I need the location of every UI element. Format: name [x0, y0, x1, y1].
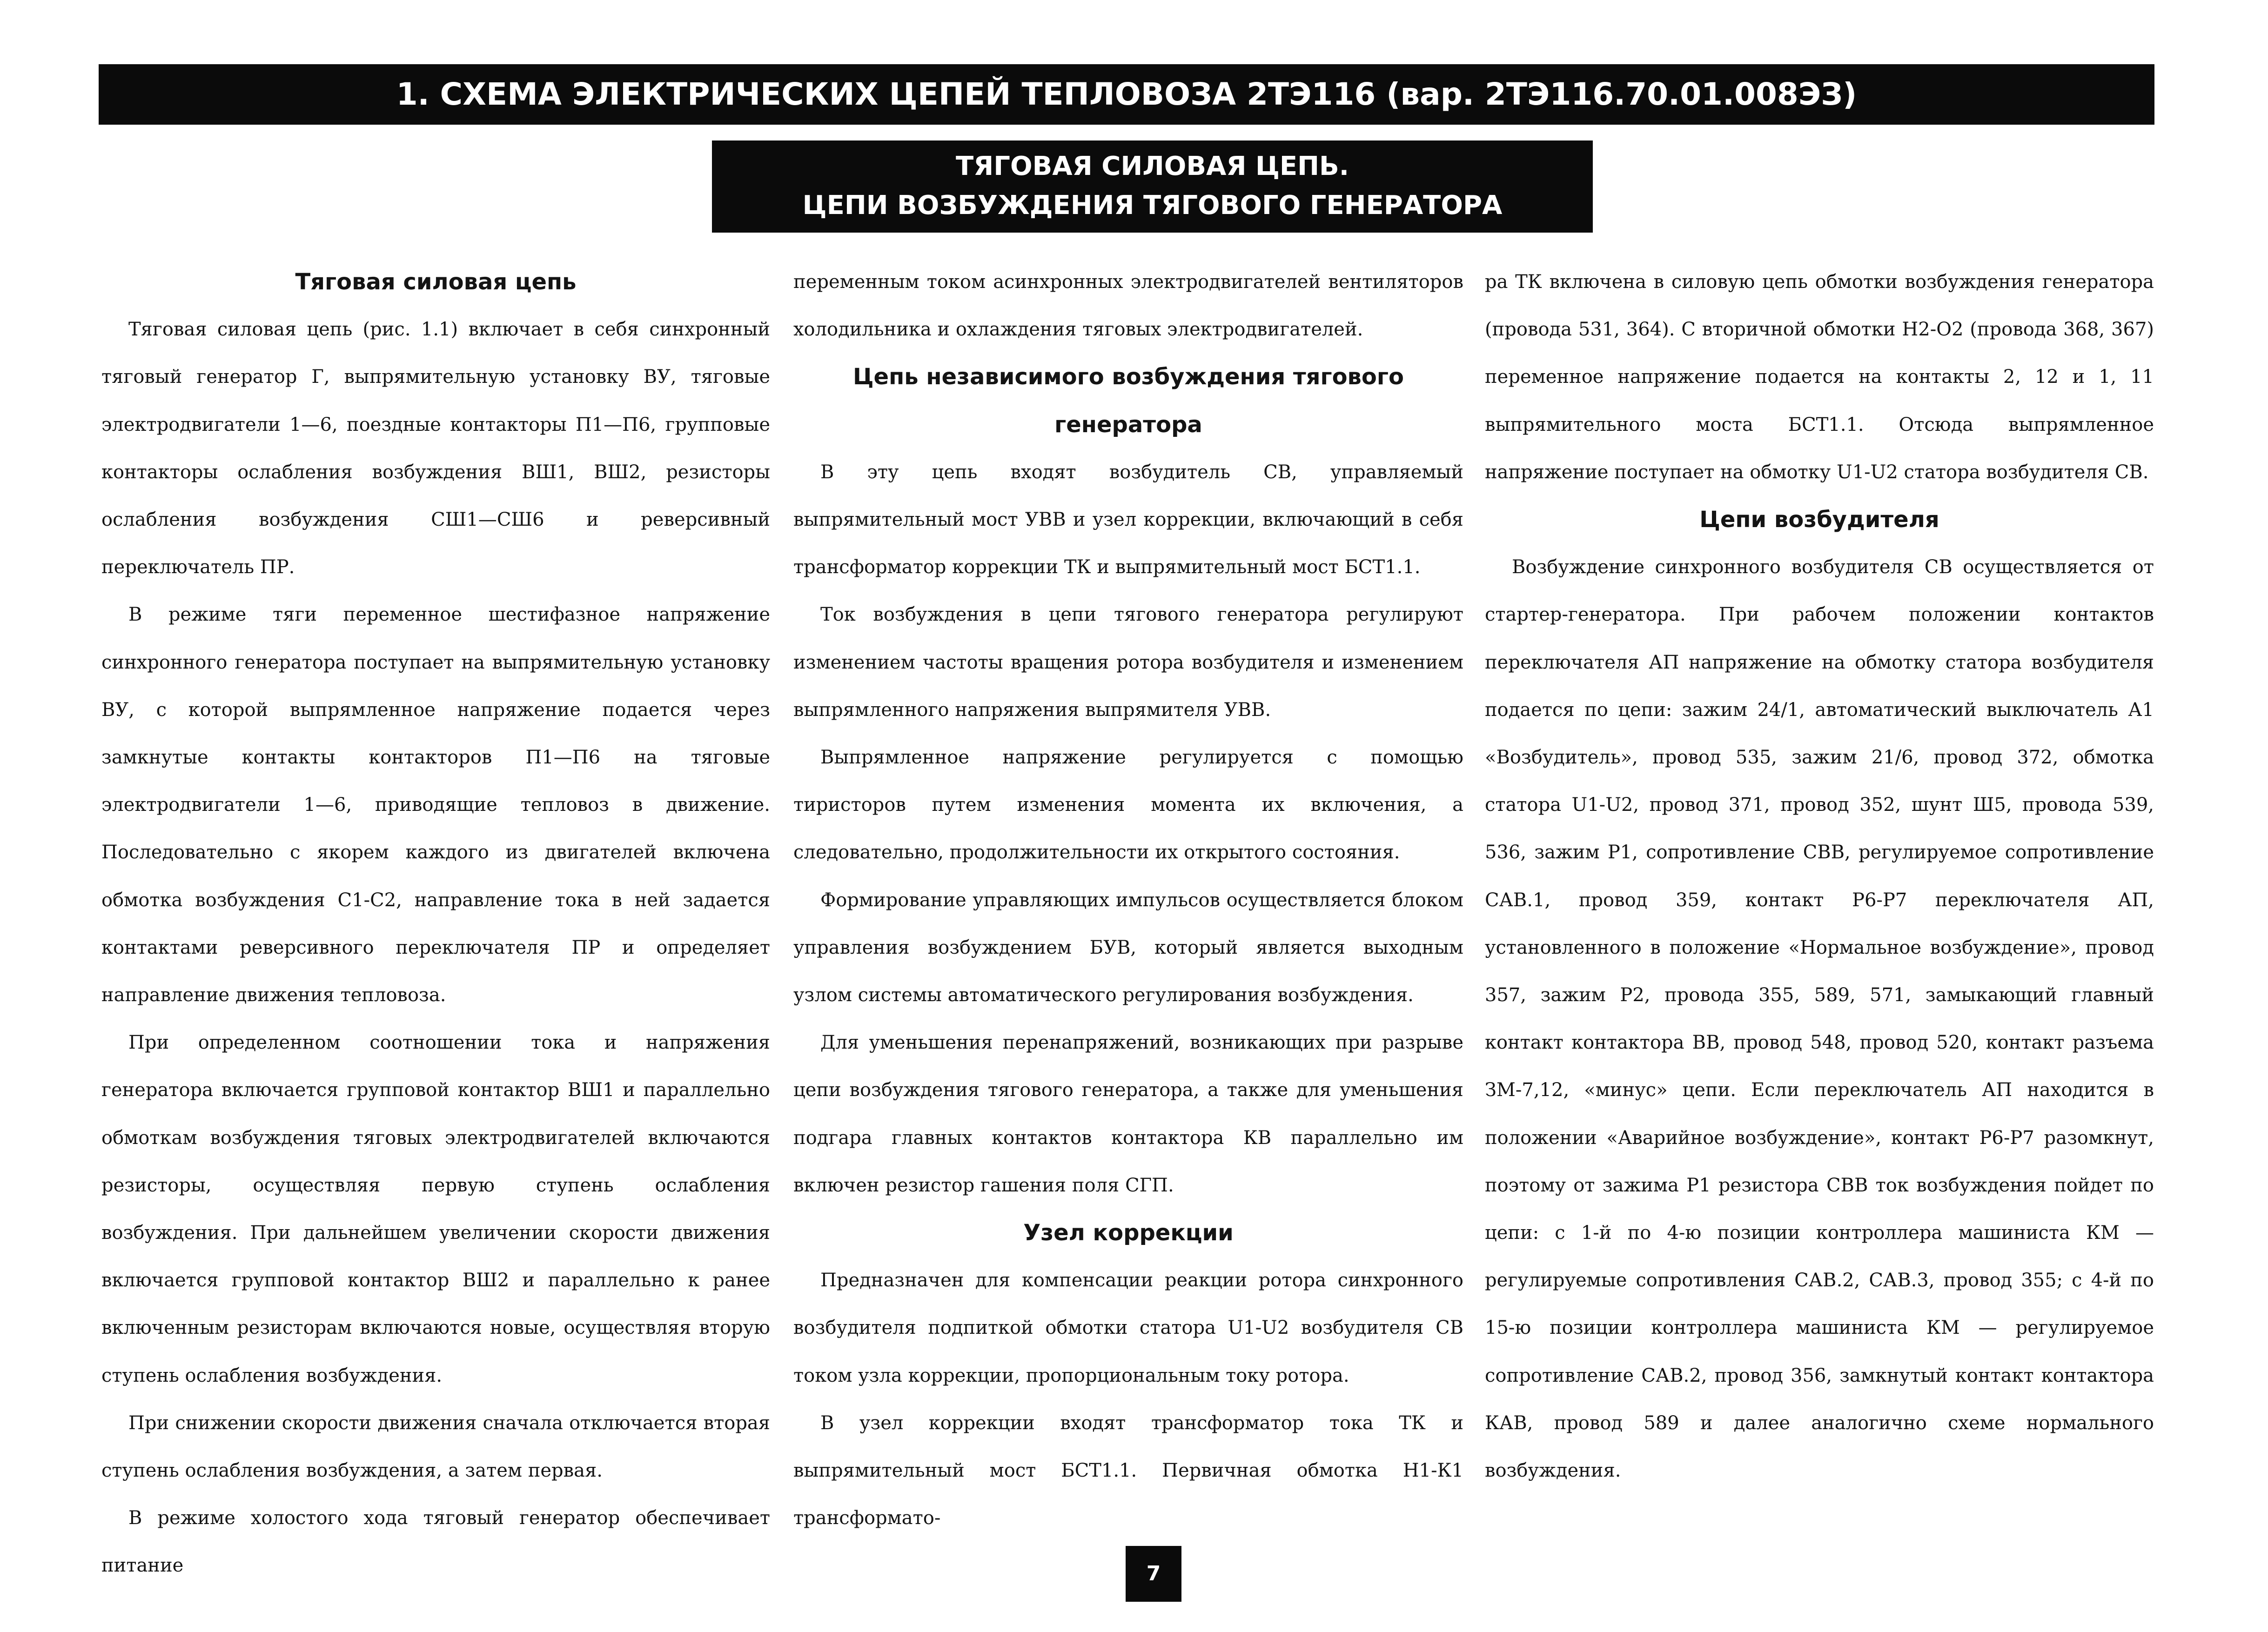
- paragraph: Ток возбуждения в цепи тягового генератора регулируют изменением частоты вращения ротора возбудителя и изменением выпрямленного напряжения выпрямителя УВВ.: [793, 604, 1463, 721]
- paragraph: В эту цепь входят возбудитель СВ, управляемый выпрямительный мост УВВ и узел коррекции, включающий в себя трансформатор коррекции ТК и выпрямительный мост БСТ1.1.: [793, 461, 1463, 578]
- heading-traction-circuit: Тяговая силовая цепь: [295, 269, 577, 295]
- text-column-2: [793, 258, 1463, 1542]
- paragraph: Возбуждение синхронного возбудителя СВ осуществляется от стартер-генератора. При рабочем положении контактов переключателя АП напряжение на обмотку статора возбудителя подается по цепи: зажим 24/1, автоматический выключатель А1 «Возбудитель», провод 535, зажим 21/6, провод 372, обмотка статора U1-U2, провод 371, провод 352, шунт Ш5, провода 539, 536, зажим Р1, сопротивление СВВ, регулируемое сопротивление САВ.1, провод 359, контакт Р6-Р7 переключателя АП, установленного в положение «Нормальное возбуждение», провод 357, зажим Р2, провода 355, 589, 571, замыкающий главный контакт контактора ВВ, провод 548, провод 520, контакт разъема ЗМ-7,12, «минус» цепи. Если переключатель АП находится в положении «Аварийное возбуждение», контакт Р6-Р7 разомкнут, поэтому от зажима Р1 резистора СВВ ток возбуждения пойдет по цепи: с 1-й по 4-ю позиции контроллера машиниста КМ — регулируемые сопротивления САВ.2, САВ.3, провод 355; с 4-й по 15-ю позиции контроллера машиниста КМ — регулируемое сопротивление САВ.2, провод 356, замкнутый контакт контактора КАВ, провод 589 и далее аналогично схеме нормального возбуждения.: [1485, 556, 2154, 1482]
- paragraph-continuation: переменным током асинхронных электродвигателей вентиляторов холодильника и охлаждения тяговых электродвигателей.: [793, 271, 1463, 341]
- text-column-1: [101, 258, 770, 1590]
- paragraph: В режиме тяги переменное шестифазное напряжение синхронного генератора поступает на выпрямительную установку ВУ, с которой выпрямленное напряжение подается через замкнутые контакты контакторов П1—П6 на тяговые электродвигатели 1—6, приводящие тепловоз в движение. Последовательно с якорем каждого из двигателей включена обмотка возбуждения С1-С2, направление тока в ней задается контактами реверсивного переключателя ПР и определяет направление движения тепловоза.: [101, 604, 770, 1006]
- page-number: 7: [1126, 1546, 1181, 1602]
- document-title: 1. СХЕМА ЭЛЕКТРИЧЕСКИХ ЦЕПЕЙ ТЕПЛОВОЗА 2ТЭ116 (вар. 2ТЭ116.70.01.008ЭЗ): [99, 64, 2154, 125]
- section-heading: [712, 140, 1593, 233]
- paragraph: При снижении скорости движения сначала отключается вторая ступень ослабления возбуждения, а затем первая.: [101, 1412, 770, 1482]
- paragraph: Тяговая силовая цепь (рис. 1.1) включает в себя синхронный тяговый генератор Г, выпрямительную установку ВУ, тяговые электродвигатели 1—6, поездные контакторы П1—П6, групповые контакторы ослабления возбуждения ВШ1, ВШ2, резисторы ослабления возбуждения СШ1—СШ6 и реверсивный переключатель ПР.: [101, 319, 770, 578]
- paragraph: Формирование управляющих импульсов осуществляется блоком управления возбуждением БУВ, который является выходным узлом системы автоматического регулирования возбуждения.: [793, 889, 1463, 1006]
- section-heading-line-2: ЦЕПИ ВОЗБУЖДЕНИЯ ТЯГОВОГО ГЕНЕРАТОРА: [802, 190, 1503, 221]
- section-heading-line-1: ТЯГОВАЯ СИЛОВАЯ ЦЕПЬ.: [955, 151, 1349, 181]
- paragraph: Предназначен для компенсации реакции ротора синхронного возбудителя подпиткой обмотки статора U1-U2 возбудителя СВ током узла коррекции, пропорциональным току ротора.: [793, 1270, 1463, 1386]
- paragraph: В узел коррекции входят трансформатор тока ТК и выпрямительный мост БСТ1.1. Первичная обмотка Н1-К1 трансформато-: [793, 1412, 1463, 1529]
- paragraph: При определенном соотношении тока и напряжения генератора включается групповой контактор ВШ1 и параллельно обмоткам возбуждения тяговых электродвигателей включаются резисторы, осуществляя первую ступень ослабления возбуждения. При дальнейшем увеличении скорости движения включается групповой контактор ВШ2 и параллельно к ранее включенным резисторам включаются новые, осуществляя вторую ступень ослабления возбуждения.: [101, 1032, 770, 1386]
- paragraph: В режиме холостого хода тяговый генератор обеспечивает питание: [101, 1507, 770, 1577]
- heading-exciter-circuits: Цепи возбудителя: [1699, 507, 1939, 533]
- paragraph: Выпрямленное напряжение регулируется с помощью тиристоров путем изменения момента их включения, а следовательно, продолжительности их открытого состояния.: [793, 747, 1463, 863]
- text-column-3: [1485, 258, 2154, 1494]
- heading-correction-unit: Узел коррекции: [1023, 1220, 1234, 1246]
- heading-independent-excitation: Цепь независимого возбуждения тягового генератора: [853, 364, 1404, 438]
- paragraph-continuation: ра ТК включена в силовую цепь обмотки возбуждения генератора (провода 531, 364). С вторичной обмотки Н2-О2 (провода 368, 367) переменное напряжение подается на контакты 2, 12 и 1, 11 выпрямительного моста БСТ1.1. Отсюда выпрямленное напряжение поступает на обмотку U1-U2 статора возбудителя СВ.: [1485, 271, 2154, 483]
- paragraph: Для уменьшения перенапряжений, возникающих при разрыве цепи возбуждения тягового генератора, а также для уменьшения подгара главных контактов контактора КВ параллельно им включен резистор гашения поля СГП.: [793, 1032, 1463, 1196]
